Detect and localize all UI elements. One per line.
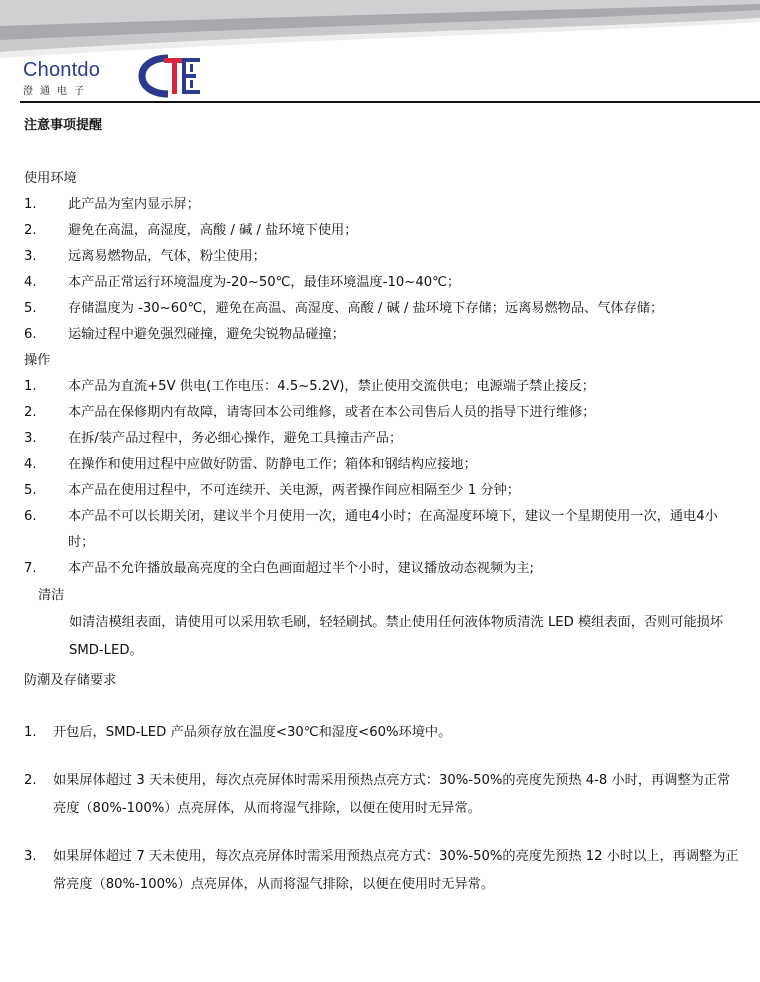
section-heading-environment: 使用环境	[24, 171, 77, 186]
list-item: 6. 本产品不可以长期关闭，建议半个月使用一次，通电4小时；在高湿度环境下，建议一个星期使用一次，通电4小时；	[24, 509, 718, 550]
ce-logo-icon	[138, 54, 206, 98]
list-item: 2. 如果屏体超过 3 天未使用，每次点亮屏体时需采用预热点亮方式：30%-50%的亮度先预热 4-8 小时，再调整为正常亮度（80%-100%）点亮屏体，从而将湿气排除，以便在使用时无异常。	[24, 773, 731, 816]
list-item: 4. 本产品正常运行环境温度为-20~50℃，最佳环境温度-10~40℃；	[24, 275, 461, 290]
list-item: 7. 本产品不允许播放最高亮度的全白色画面超过半个小时，建议播放动态视频为主;	[24, 561, 535, 576]
document-body	[24, 114, 740, 899]
header-swoosh	[0, 0, 760, 70]
list-item: 5. 存储温度为 -30~60℃，避免在高温、高湿度、高酸 / 碱 / 盐环境下存储；远离易燃物品、气体存储；	[24, 301, 664, 316]
list-item: 1. 本产品为直流+5V 供电(工作电压：4.5~5.2V)，禁止使用交流供电；电源端子禁止接反；	[24, 379, 595, 394]
storage-list	[24, 719, 740, 899]
company-logo	[23, 60, 100, 97]
list-item: 6. 运输过程中避免强烈碰撞，避免尖锐物品碰撞；	[24, 327, 345, 342]
list-item: 3. 远离易燃物品，气体，粉尘使用；	[24, 249, 266, 264]
page-title: 注意事项提醒	[24, 118, 103, 133]
list-item: 2. 本产品在保修期内有故障，请寄回本公司维修，或者在本公司售后人员的指导下进行维修；	[24, 405, 596, 420]
list-item: 1. 开包后，SMD-LED 产品须存放在温度<30℃和湿度<60%环境中。	[24, 725, 452, 740]
header-divider	[20, 101, 760, 103]
section-heading-storage: 防潮及存储要求	[24, 673, 117, 688]
list-item: 5. 本产品在使用过程中，不可连续开、关电源，两者操作间应相隔至少 1 分钟；	[24, 483, 520, 498]
section-heading-operation: 操作	[24, 353, 51, 368]
section-heading-cleaning: 清洁	[38, 588, 65, 603]
list-item: 3. 在拆/装产品过程中，务必细心操作，避免工具撞击产品；	[24, 431, 403, 446]
list-item: 2. 避免在高温，高湿度，高酸 / 碱 / 盐环境下使用；	[24, 223, 358, 238]
list-item: 4. 在操作和使用过程中应做好防雷、防静电工作；箱体和钢结构应接地；	[24, 457, 477, 472]
brand-cn-name: 澄通电子	[23, 86, 91, 97]
list-item: 3. 如果屏体超过 7 天未使用，每次点亮屏体时需采用预热点亮方式：30%-50%的亮度先预热 12 小时以上，再调整为正常亮度（80%-100%）点亮屏体，从而将湿气排除，以便在使用时无异常。	[24, 849, 739, 892]
cleaning-paragraph: 如清洁模组表面，请使用可以采用软毛刷，轻轻刷拭。禁止使用任何液体物质清洗 LED 模组表面，否则可能损坏 SMD-LED。	[69, 615, 724, 658]
operation-list	[24, 374, 740, 582]
environment-list	[24, 192, 740, 348]
brand-name: Chontdo	[23, 59, 101, 81]
list-item: 1. 此产品为室内显示屏；	[24, 197, 200, 212]
